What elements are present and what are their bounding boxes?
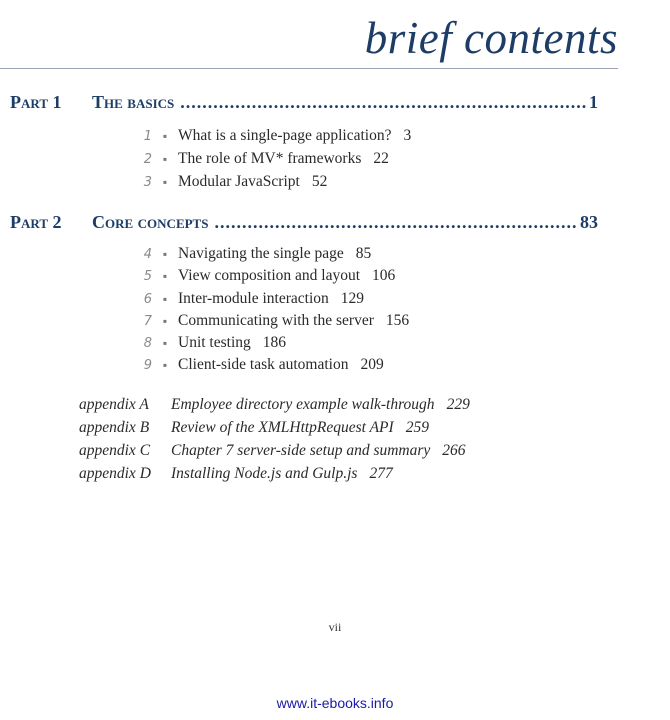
bullet-icon: ▪ xyxy=(162,269,168,283)
chapter-number: 9 xyxy=(143,358,152,373)
appendix-page: 259 xyxy=(405,419,429,436)
chapter-title: Inter-module interaction xyxy=(178,290,329,307)
part-title: The basics xyxy=(92,92,175,112)
bullet-icon: ▪ xyxy=(162,247,168,261)
appendix-title: Review of the XMLHttpRequest API xyxy=(171,419,394,436)
chapter-entry xyxy=(130,290,364,308)
chapter-title: View composition and layout xyxy=(178,267,361,284)
part-page: 1 xyxy=(589,92,598,112)
page-title: brief contents xyxy=(364,13,618,63)
appendix-page: 229 xyxy=(446,396,470,413)
chapter-title: The role of MV* frameworks xyxy=(178,150,362,167)
chapter-entry xyxy=(130,356,384,374)
dot-leader xyxy=(214,212,577,233)
appendix-page: 266 xyxy=(442,442,466,459)
chapter-title: Unit testing xyxy=(178,334,251,351)
chapter-entry xyxy=(130,127,411,145)
chapter-page: 22 xyxy=(373,150,389,167)
chapter-title: Communicating with the server xyxy=(178,312,374,329)
part-heading xyxy=(10,92,598,113)
chapter-entry xyxy=(130,150,389,168)
appendix-title: Employee directory example walk-through xyxy=(171,396,435,413)
part-label: Part 2 xyxy=(10,212,62,232)
chapter-number: 3 xyxy=(143,175,152,190)
chapter-page: 3 xyxy=(403,127,412,144)
page-number: vii xyxy=(328,620,342,634)
appendix-page: 277 xyxy=(369,465,393,482)
footer-link[interactable]: www.it-ebooks.info xyxy=(276,695,394,711)
appendix-entry xyxy=(79,465,393,483)
chapter-page: 129 xyxy=(340,290,365,307)
appendix-entry xyxy=(79,396,470,414)
chapter-title: What is a single-page application? xyxy=(178,127,392,144)
chapter-entry xyxy=(130,173,327,191)
title-rule xyxy=(0,68,618,69)
bullet-icon: ▪ xyxy=(162,129,168,143)
appendix-entry xyxy=(79,442,466,460)
bullet-icon: ▪ xyxy=(162,358,168,372)
appendix-label: appendix D xyxy=(79,465,151,482)
appendix-title: Chapter 7 server-side setup and summary xyxy=(171,442,431,459)
chapter-number: 4 xyxy=(143,247,152,262)
appendix-title: Installing Node.js and Gulp.js xyxy=(171,465,358,482)
bullet-icon: ▪ xyxy=(162,175,168,189)
chapter-entry xyxy=(130,267,395,285)
chapter-title: Modular JavaScript xyxy=(178,173,300,190)
part-heading xyxy=(10,212,598,233)
chapter-number: 2 xyxy=(143,152,152,167)
bullet-icon: ▪ xyxy=(162,152,168,166)
chapter-number: 6 xyxy=(143,292,152,307)
bullet-icon: ▪ xyxy=(162,314,168,328)
part-label: Part 1 xyxy=(10,92,62,112)
chapter-page: 186 xyxy=(262,334,287,351)
chapter-title: Client-side task automation xyxy=(178,356,349,373)
chapter-number: 1 xyxy=(143,129,152,144)
appendix-label: appendix C xyxy=(79,442,151,459)
chapter-page: 52 xyxy=(311,173,328,190)
part-page: 83 xyxy=(580,212,598,232)
chapter-entry xyxy=(130,312,409,330)
bullet-icon: ▪ xyxy=(162,336,168,350)
appendix-entry xyxy=(79,419,429,437)
chapter-title: Navigating the single page xyxy=(178,245,344,262)
chapter-entry xyxy=(130,334,286,352)
bullet-icon: ▪ xyxy=(162,292,168,306)
appendix-label: appendix B xyxy=(79,419,150,436)
chapter-entry xyxy=(130,245,371,263)
chapter-page: 106 xyxy=(372,267,396,284)
chapter-page: 85 xyxy=(355,245,372,262)
appendix-label: appendix A xyxy=(79,396,149,413)
chapter-page: 156 xyxy=(385,312,410,329)
part-title: Core concepts xyxy=(92,212,209,232)
chapter-number: 5 xyxy=(143,269,152,284)
chapter-number: 8 xyxy=(143,336,152,351)
chapter-page: 209 xyxy=(360,356,384,373)
dot-leader xyxy=(180,92,586,113)
chapter-number: 7 xyxy=(143,314,152,329)
